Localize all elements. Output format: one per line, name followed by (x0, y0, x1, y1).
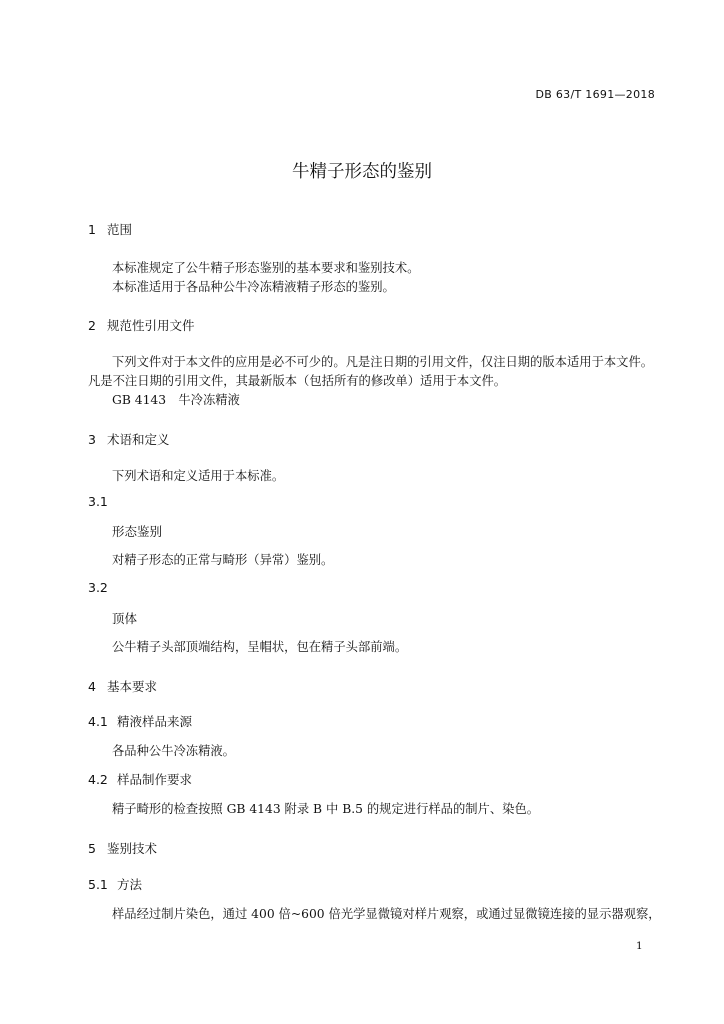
term-number: 3.2 (88, 580, 108, 595)
section-number: 1 (88, 222, 96, 237)
document-code: DB 63/T 1691—2018 (535, 88, 655, 101)
section-number: 2 (88, 318, 96, 333)
clause-5-1-heading (88, 875, 142, 893)
term-title: 形态鉴别 (112, 524, 163, 539)
term-definition: 对精子形态的正常与畸形（异常）鉴别。 (112, 553, 334, 567)
clause-4-1-heading (88, 712, 192, 730)
section-title: 基本要求 (107, 679, 158, 694)
section-3-heading (88, 430, 170, 448)
clause-title: 样品制作要求 (117, 772, 193, 787)
section-number: 3 (88, 432, 96, 447)
section-title: 术语和定义 (107, 432, 170, 447)
clause-title: 方法 (117, 877, 143, 892)
clause-4-2-heading (88, 770, 192, 788)
section-title: 规范性引用文件 (107, 318, 195, 333)
clause-number: 5.1 (88, 877, 108, 892)
section-number: 5 (88, 841, 96, 856)
section-number: 4 (88, 679, 96, 694)
page-number: 1 (636, 940, 643, 952)
page-title: 牛精子形态的鉴别 (292, 162, 432, 182)
section-4-heading (88, 677, 157, 695)
normative-reference: GB 4143 牛冷冻精液 (112, 393, 240, 407)
term-title: 顶体 (112, 611, 138, 626)
section-title: 鉴别技术 (107, 841, 158, 856)
section-5-heading (88, 839, 157, 857)
paragraph: 各品种公牛冷冻精液。 (112, 744, 235, 758)
paragraph: 下列术语和定义适用于本标准。 (112, 469, 285, 483)
paragraph: 样品经过制片染色，通过 400 倍~600 倍光学显微镜对样片观察，或通过显微镜连接的显示器观察， (112, 907, 661, 921)
paragraph: 本标准规定了公牛精子形态鉴别的基本要求和鉴别技术。 (112, 261, 420, 275)
clause-title: 精液样品来源 (117, 714, 193, 729)
section-1-heading (88, 220, 132, 238)
paragraph: 下列文件对于本文件的应用是必不可少的。凡是注日期的引用文件，仅注日期的版本适用于本文件。 (112, 355, 654, 369)
term-definition: 公牛精子头部顶端结构，呈帽状，包在精子头部前端。 (112, 640, 408, 654)
term-number: 3.1 (88, 494, 108, 509)
clause-number: 4.2 (88, 772, 108, 787)
paragraph: 凡是不注日期的引用文件，其最新版本（包括所有的修改单）适用于本文件。 (88, 374, 507, 388)
paragraph: 精子畸形的检查按照 GB 4143 附录 B 中 B.5 的规定进行样品的制片、染色。 (112, 802, 540, 816)
paragraph: 本标准适用于各品种公牛冷冻精液精子形态的鉴别。 (112, 280, 395, 294)
section-title: 范围 (107, 222, 133, 237)
section-2-heading (88, 316, 195, 334)
clause-number: 4.1 (88, 714, 108, 729)
